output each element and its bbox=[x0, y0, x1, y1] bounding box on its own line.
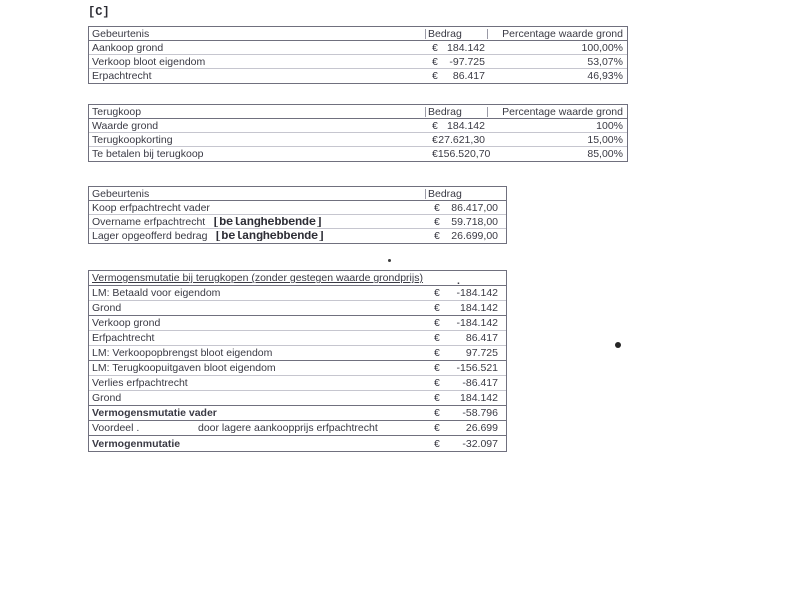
amount-cell bbox=[425, 303, 506, 313]
amount-cell bbox=[425, 348, 506, 358]
table-row bbox=[89, 421, 506, 436]
percentage-value: 53,07% bbox=[587, 55, 623, 68]
table-row bbox=[89, 316, 506, 331]
table-row bbox=[89, 147, 627, 161]
percentage-value: 15,00% bbox=[587, 133, 623, 146]
table-row bbox=[89, 69, 627, 83]
table-row-total bbox=[89, 406, 506, 421]
table-row bbox=[89, 55, 627, 69]
row-label: Vermogenmutatie bbox=[92, 438, 181, 449]
euro-sign: € bbox=[434, 332, 440, 344]
table-erfpachtrecht bbox=[88, 186, 507, 244]
column-header-bedrag: Bedrag bbox=[425, 107, 487, 117]
amount-value: 97.725 bbox=[465, 347, 498, 359]
table-terugkoop bbox=[88, 104, 628, 162]
amount-value: 184.142 bbox=[460, 302, 498, 314]
amount-value: 86.417,00 bbox=[451, 201, 498, 214]
stray-period: . bbox=[457, 275, 460, 287]
euro-sign: € bbox=[434, 302, 440, 314]
amount-value: -156.521 bbox=[456, 362, 498, 374]
amount-cell bbox=[425, 363, 506, 373]
row-label: Aankoop grond bbox=[92, 42, 164, 53]
redacted-party-tag: [belanghebbende] bbox=[212, 216, 323, 227]
amount-cell bbox=[425, 439, 506, 449]
row-label: Verkoop grond bbox=[92, 318, 161, 328]
amount-cell bbox=[425, 57, 487, 67]
amount-cell bbox=[425, 203, 506, 213]
row-label: Grond bbox=[92, 303, 122, 313]
euro-sign: € bbox=[432, 148, 438, 160]
row-label bbox=[89, 203, 425, 213]
euro-sign: € bbox=[434, 215, 440, 228]
row-label: Voordeel . bbox=[92, 422, 140, 434]
table-row bbox=[89, 376, 506, 391]
stray-dot-small bbox=[388, 259, 391, 262]
column-header-bedrag: Bedrag bbox=[425, 29, 487, 39]
row-label: Terugkoopkorting bbox=[92, 134, 173, 145]
euro-sign: € bbox=[434, 407, 440, 419]
euro-sign: € bbox=[432, 41, 438, 54]
amount-value: 184.142 bbox=[447, 41, 485, 54]
euro-sign: € bbox=[434, 392, 440, 404]
amount-value: -58.796 bbox=[462, 407, 498, 419]
table-row bbox=[89, 331, 506, 346]
row-label: Erpachtrecht bbox=[92, 71, 152, 81]
amount-value: 86.417 bbox=[465, 332, 498, 344]
euro-sign: € bbox=[432, 55, 438, 68]
amount-value: 86.417 bbox=[452, 70, 485, 82]
column-header-gebeurtenis: Gebeurtenis bbox=[92, 188, 150, 199]
euro-sign: € bbox=[434, 347, 440, 359]
euro-sign: € bbox=[434, 437, 440, 450]
table-title bbox=[89, 272, 506, 287]
row-label bbox=[89, 217, 425, 227]
table-vermogensmutatie bbox=[88, 270, 507, 452]
column-header-percentage: Percentage waarde grond bbox=[487, 29, 627, 39]
amount-cell bbox=[425, 71, 487, 81]
row-label: LM: Terugkoopuitgaven bloot eigendom bbox=[92, 363, 276, 373]
row-label: Vermogensmutatie vader bbox=[92, 408, 217, 418]
table-row bbox=[89, 215, 506, 229]
table-header-row bbox=[89, 27, 627, 41]
table-row bbox=[89, 229, 506, 243]
euro-sign: € bbox=[434, 422, 440, 434]
amount-value: -32.097 bbox=[462, 437, 498, 450]
amount-cell bbox=[425, 378, 506, 388]
table-header-row bbox=[89, 271, 506, 286]
table-row-total bbox=[89, 436, 506, 451]
row-label: LM: Verkoopopbrengst bloot eigendom bbox=[92, 348, 273, 358]
amount-value: 26.699,00 bbox=[451, 230, 498, 242]
amount-cell bbox=[425, 408, 506, 418]
corner-reference-label: [C] bbox=[88, 5, 110, 19]
column-header-terugkoop: Terugkoop bbox=[92, 106, 142, 117]
table-row bbox=[89, 41, 627, 55]
row-label: Verkoop bloot eigendom bbox=[92, 56, 206, 67]
redacted-party-tag: [belanghebbende] bbox=[214, 231, 325, 241]
column-header-bedrag: Bedrag bbox=[425, 189, 506, 199]
table-row bbox=[89, 286, 506, 301]
euro-sign: € bbox=[434, 287, 440, 299]
table-row bbox=[89, 301, 506, 316]
table-title-text: Vermogensmutatie bij terugkopen (zonder gestegen waarde grondprijs) bbox=[92, 272, 423, 284]
euro-sign: € bbox=[434, 377, 440, 389]
euro-sign: € bbox=[434, 201, 440, 214]
amount-value: -184.142 bbox=[456, 287, 498, 299]
table-row bbox=[89, 391, 506, 406]
row-label: Verlies erfpachtrecht bbox=[92, 378, 188, 388]
table-row bbox=[89, 119, 627, 133]
row-label bbox=[89, 231, 425, 241]
amount-value: 184.142 bbox=[460, 392, 498, 404]
amount-cell bbox=[425, 423, 506, 433]
amount-cell bbox=[425, 333, 506, 343]
percentage-value: 100% bbox=[596, 119, 623, 132]
amount-value: 184.142 bbox=[447, 119, 485, 132]
stray-dot-large bbox=[615, 342, 621, 348]
table-row bbox=[89, 361, 506, 376]
row-label-text: Lager opgeofferd bedrag bbox=[92, 231, 208, 241]
amount-cell bbox=[425, 288, 506, 298]
percentage-value: 100,00% bbox=[581, 41, 623, 54]
column-header-percentage: Percentage waarde grond bbox=[487, 107, 627, 117]
euro-sign: € bbox=[434, 362, 440, 374]
table-row bbox=[89, 133, 627, 147]
column-header-gebeurtenis: Gebeurtenis bbox=[92, 28, 150, 39]
euro-sign: € bbox=[434, 317, 440, 329]
row-label: Waarde grond bbox=[92, 120, 159, 131]
amount-cell bbox=[425, 217, 506, 227]
euro-sign: € bbox=[432, 133, 438, 146]
row-label-text: Koop erfpachtrecht vader bbox=[92, 202, 210, 213]
amount-value: 27.621,30 bbox=[438, 133, 485, 146]
percentage-value: 46,93% bbox=[587, 70, 623, 82]
amount-value: -97.725 bbox=[449, 55, 485, 68]
euro-sign: € bbox=[432, 70, 438, 82]
euro-sign: € bbox=[434, 230, 440, 242]
table-gebeurtenis-aankoop bbox=[88, 26, 628, 84]
amount-cell bbox=[425, 121, 487, 131]
row-label: Te betalen bij terugkoop bbox=[92, 149, 204, 159]
table-row bbox=[89, 201, 506, 215]
amount-cell bbox=[425, 393, 506, 403]
row-label: Erfpachtrecht bbox=[92, 333, 155, 343]
row-label-text: Overname erfpachtrecht bbox=[92, 216, 206, 227]
amount-value: 26.699 bbox=[465, 422, 498, 434]
amount-cell bbox=[425, 318, 506, 328]
row-label: Grond bbox=[92, 393, 122, 403]
amount-cell bbox=[425, 231, 506, 241]
euro-sign: € bbox=[432, 119, 438, 132]
amount-value: 156.520,70 bbox=[437, 148, 491, 160]
amount-value: -184.142 bbox=[456, 317, 498, 329]
amount-value: -86.417 bbox=[462, 377, 498, 389]
amount-value: 59.718,00 bbox=[451, 215, 498, 228]
amount-cell bbox=[425, 149, 492, 159]
table-header-row bbox=[89, 105, 627, 119]
amount-cell bbox=[425, 135, 487, 145]
table-row bbox=[89, 346, 506, 361]
percentage-value: 85,00% bbox=[587, 148, 623, 160]
table-header-row bbox=[89, 187, 506, 201]
amount-cell bbox=[425, 43, 487, 53]
row-label-secondary: door lagere aankoopprijs erfpachtrecht bbox=[198, 422, 378, 434]
row-label: LM: Betaald voor eigendom bbox=[92, 288, 221, 298]
